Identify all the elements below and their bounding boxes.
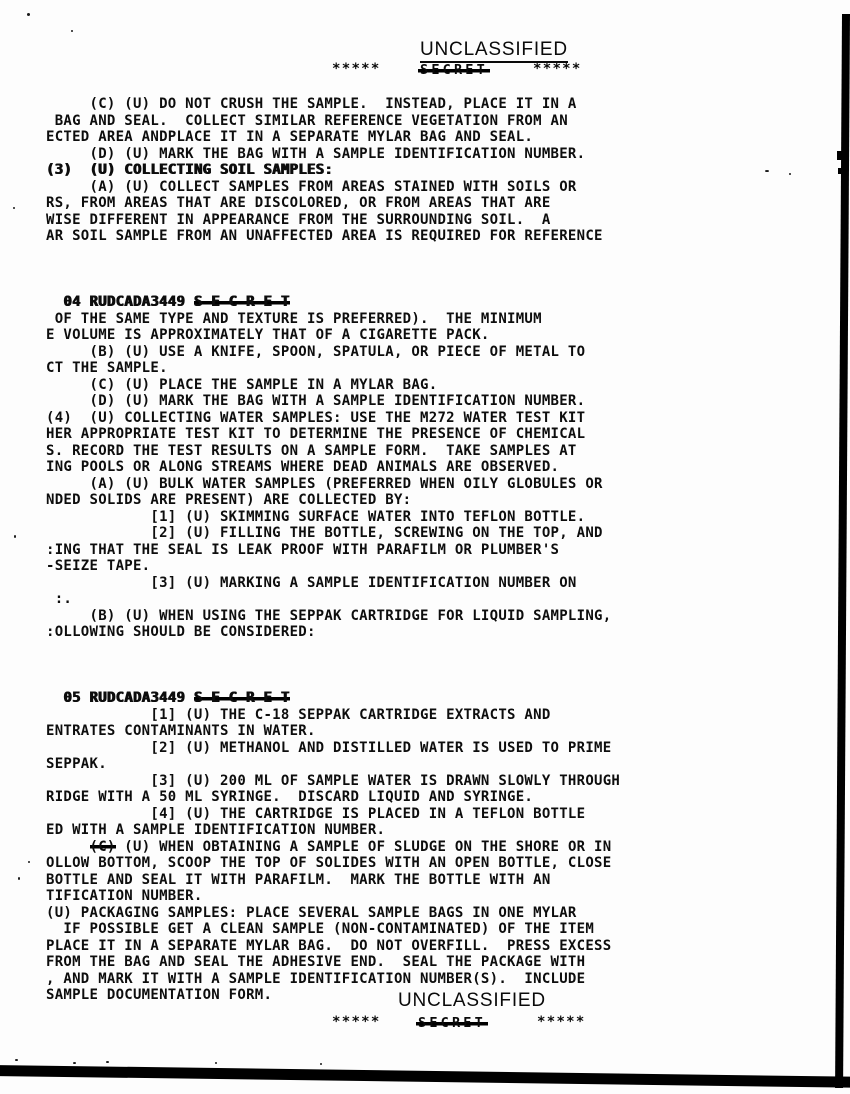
scan-speck xyxy=(13,207,15,209)
text-line: S. RECORD THE TEST RESULTS ON A SAMPLE FORM. TAKE SAMPLES AT xyxy=(46,442,577,459)
text-line: SEPPAK. xyxy=(46,756,107,772)
text-line xyxy=(46,261,620,278)
scan-speck xyxy=(789,173,791,175)
text-line: E VOLUME IS APPROXIMATELY THAT OF A CIGARETTE PACK. xyxy=(46,327,490,343)
text-line: TIFICATION NUMBER. xyxy=(46,888,203,904)
text-line xyxy=(46,245,620,262)
text-line: PLACE IT IN A SEPARATE MYLAR BAG. DO NOT OVERFILL. PRESS EXCESS xyxy=(46,937,612,954)
text-line: :. xyxy=(46,591,73,607)
scan-speck xyxy=(106,1061,109,1063)
scan-speck xyxy=(320,1063,322,1065)
unclassified-stamp-top: UNCLASSIFIED xyxy=(420,39,568,63)
text-line: CT THE SAMPLE. xyxy=(46,360,168,376)
text-line: ED WITH A SAMPLE IDENTIFICATION NUMBER. xyxy=(46,822,386,838)
scan-speck xyxy=(27,13,30,16)
text-line: (A) (U) COLLECT SAMPLES FROM AREAS STAINED WITH SOILS OR xyxy=(46,178,577,195)
text-line: [1] (U) SKIMMING SURFACE WATER INTO TEFLON BOTTLE. xyxy=(46,508,586,525)
text-line: NDED SOLIDS ARE PRESENT) ARE COLLECTED BY: xyxy=(46,492,412,508)
redaction-strike: S E C R E T xyxy=(193,294,290,310)
text-line: [3] (U) MARKING A SAMPLE IDENTIFICATION NUMBER ON xyxy=(46,574,577,591)
text-line: (C) (U) WHEN OBTAINING A SAMPLE OF SLUDGE ON THE SHORE OR IN xyxy=(89,838,612,855)
stars-right-bottom: ***** xyxy=(537,1014,586,1030)
text-line: (B) (U) WHEN USING THE SEPPAK CARTRIDGE FOR LIQUID SAMPLING, xyxy=(46,607,612,624)
text-line: [3] (U) 200 ML OF SAMPLE WATER IS DRAWN SLOWLY THROUGH xyxy=(46,772,621,789)
scan-speck xyxy=(14,535,16,538)
redaction-strike: S E C R E T xyxy=(193,690,290,706)
scan-edge-bar-bottom xyxy=(0,1065,850,1088)
text-line: HER APPROPRIATE TEST KIT TO DETERMINE THE PRESENCE OF CHEMICAL xyxy=(46,426,586,442)
text-line xyxy=(46,641,620,658)
text-line: 04 RUDCADA3449 S E C R E T xyxy=(46,294,290,310)
text-line: :ING THAT THE SEAL IS LEAK PROOF WITH PARAFILM OR PLUMBER'S xyxy=(46,541,560,558)
text-line xyxy=(46,278,620,295)
text-line: SAMPLE DOCUMENTATION FORM. xyxy=(46,987,273,1003)
redaction-strike: (C) xyxy=(89,838,116,855)
text-line: AR SOIL SAMPLE FROM AN UNAFFECTED AREA IS REQUIRED FOR REFERENCE xyxy=(46,228,603,244)
text-line: BOTTLE AND SEAL IT WITH PARAFILM. MARK THE BOTTLE WITH AN xyxy=(46,871,551,888)
text-line: (4) (U) COLLECTING WATER SAMPLES: USE THE M272 WATER TEST KIT xyxy=(46,409,586,426)
scan-speck xyxy=(18,877,20,880)
text-line xyxy=(46,657,620,674)
text-line: OF THE SAME TYPE AND TEXTURE IS PREFERRED). THE MINIMUM xyxy=(46,310,542,327)
scan-edge-notch xyxy=(837,151,843,160)
document-text xyxy=(46,96,620,1004)
unclassified-stamp-bottom: UNCLASSIFIED xyxy=(398,990,546,1011)
text-line: ING POOLS OR ALONG STREAMS WHERE DEAD ANIMALS ARE OBSERVED. xyxy=(46,459,560,475)
text-line: WISE DIFFERENT IN APPEARANCE FROM THE SURROUNDING SOIL. A xyxy=(46,211,551,228)
text-line: (U) PACKAGING SAMPLES: PLACE SEVERAL SAMPLE BAGS IN ONE MYLAR xyxy=(46,904,577,921)
text-line: RIDGE WITH A 50 ML SYRINGE. DISCARD LIQUID AND SYRINGE. xyxy=(46,789,534,805)
text-line: [2] (U) FILLING THE BOTTLE, SCREWING ON THE TOP, AND xyxy=(46,525,603,541)
stars-right-top: ***** xyxy=(533,61,582,77)
text-line: :OLLOWING SHOULD BE CONSIDERED: xyxy=(46,624,316,640)
scan-speck xyxy=(765,170,769,172)
text-line: (C) (U) DO NOT CRUSH THE SAMPLE. INSTEAD, PLACE IT IN A xyxy=(46,96,577,112)
secret-stamp-struck-top: SECRET xyxy=(420,62,488,78)
scan-edge-notch xyxy=(838,168,843,174)
scan-speck xyxy=(71,30,73,32)
stars-left-bottom: ***** xyxy=(332,1014,381,1030)
text-line: RS, FROM AREAS THAT ARE DISCOLORED, OR FROM AREAS THAT ARE xyxy=(46,195,551,211)
scan-speck xyxy=(15,1059,18,1061)
text-line: OLLOW BOTTOM, SCOOP THE TOP OF SOLIDES WITH AN OPEN BOTTLE, CLOSE xyxy=(46,855,612,871)
text-line: (D) (U) MARK THE BAG WITH A SAMPLE IDENTIFICATION NUMBER. xyxy=(46,393,586,409)
text-line: [1] (U) THE C-18 SEPPAK CARTRIDGE EXTRACTS AND xyxy=(46,706,551,723)
text-line: 05 RUDCADA3449 S E C R E T xyxy=(46,690,290,706)
text-line: (D) (U) MARK THE BAG WITH A SAMPLE IDENTIFICATION NUMBER. xyxy=(46,145,586,162)
secret-stamp-struck-bottom: SECRET xyxy=(418,1015,486,1031)
scan-speck xyxy=(28,861,30,863)
scan-speck xyxy=(73,1062,76,1064)
text-line: , AND MARK IT WITH A SAMPLE IDENTIFICATION NUMBER(S). INCLUDE xyxy=(46,970,586,987)
text-line xyxy=(46,674,620,691)
text-line: (3) (U) COLLECTING SOIL SAMPLES: xyxy=(46,162,334,178)
scan-speck xyxy=(215,1062,217,1064)
text-line: (C) (U) PLACE THE SAMPLE IN A MYLAR BAG. xyxy=(46,376,438,393)
text-line: [2] (U) METHANOL AND DISTILLED WATER IS USED TO PRIME xyxy=(46,739,612,756)
text-line: ENTRATES CONTAMINANTS IN WATER. xyxy=(46,723,316,739)
text-line: IF POSSIBLE GET A CLEAN SAMPLE (NON-CONTAMINATED) OF THE ITEM xyxy=(46,921,595,937)
text-line: -SEIZE TAPE. xyxy=(46,558,151,574)
text-line: FROM THE BAG AND SEAL THE ADHESIVE END. SEAL THE PACKAGE WITH xyxy=(46,954,586,970)
scan-edge-bar-right xyxy=(835,14,850,1088)
text-line: [4] (U) THE CARTRIDGE IS PLACED IN A TEFLON BOTTLE xyxy=(46,805,586,822)
text-line: BAG AND SEAL. COLLECT SIMILAR REFERENCE VEGETATION FROM AN xyxy=(46,112,568,129)
text-line: ECTED AREA ANDPLACE IT IN A SEPARATE MYLAR BAG AND SEAL. xyxy=(46,129,534,145)
text-line: (A) (U) BULK WATER SAMPLES (PREFERRED WHEN OILY GLOBULES OR xyxy=(46,475,603,492)
stars-left-top: ***** xyxy=(332,61,381,77)
text-line: (B) (U) USE A KNIFE, SPOON, SPATULA, OR PIECE OF METAL TO xyxy=(46,343,586,360)
